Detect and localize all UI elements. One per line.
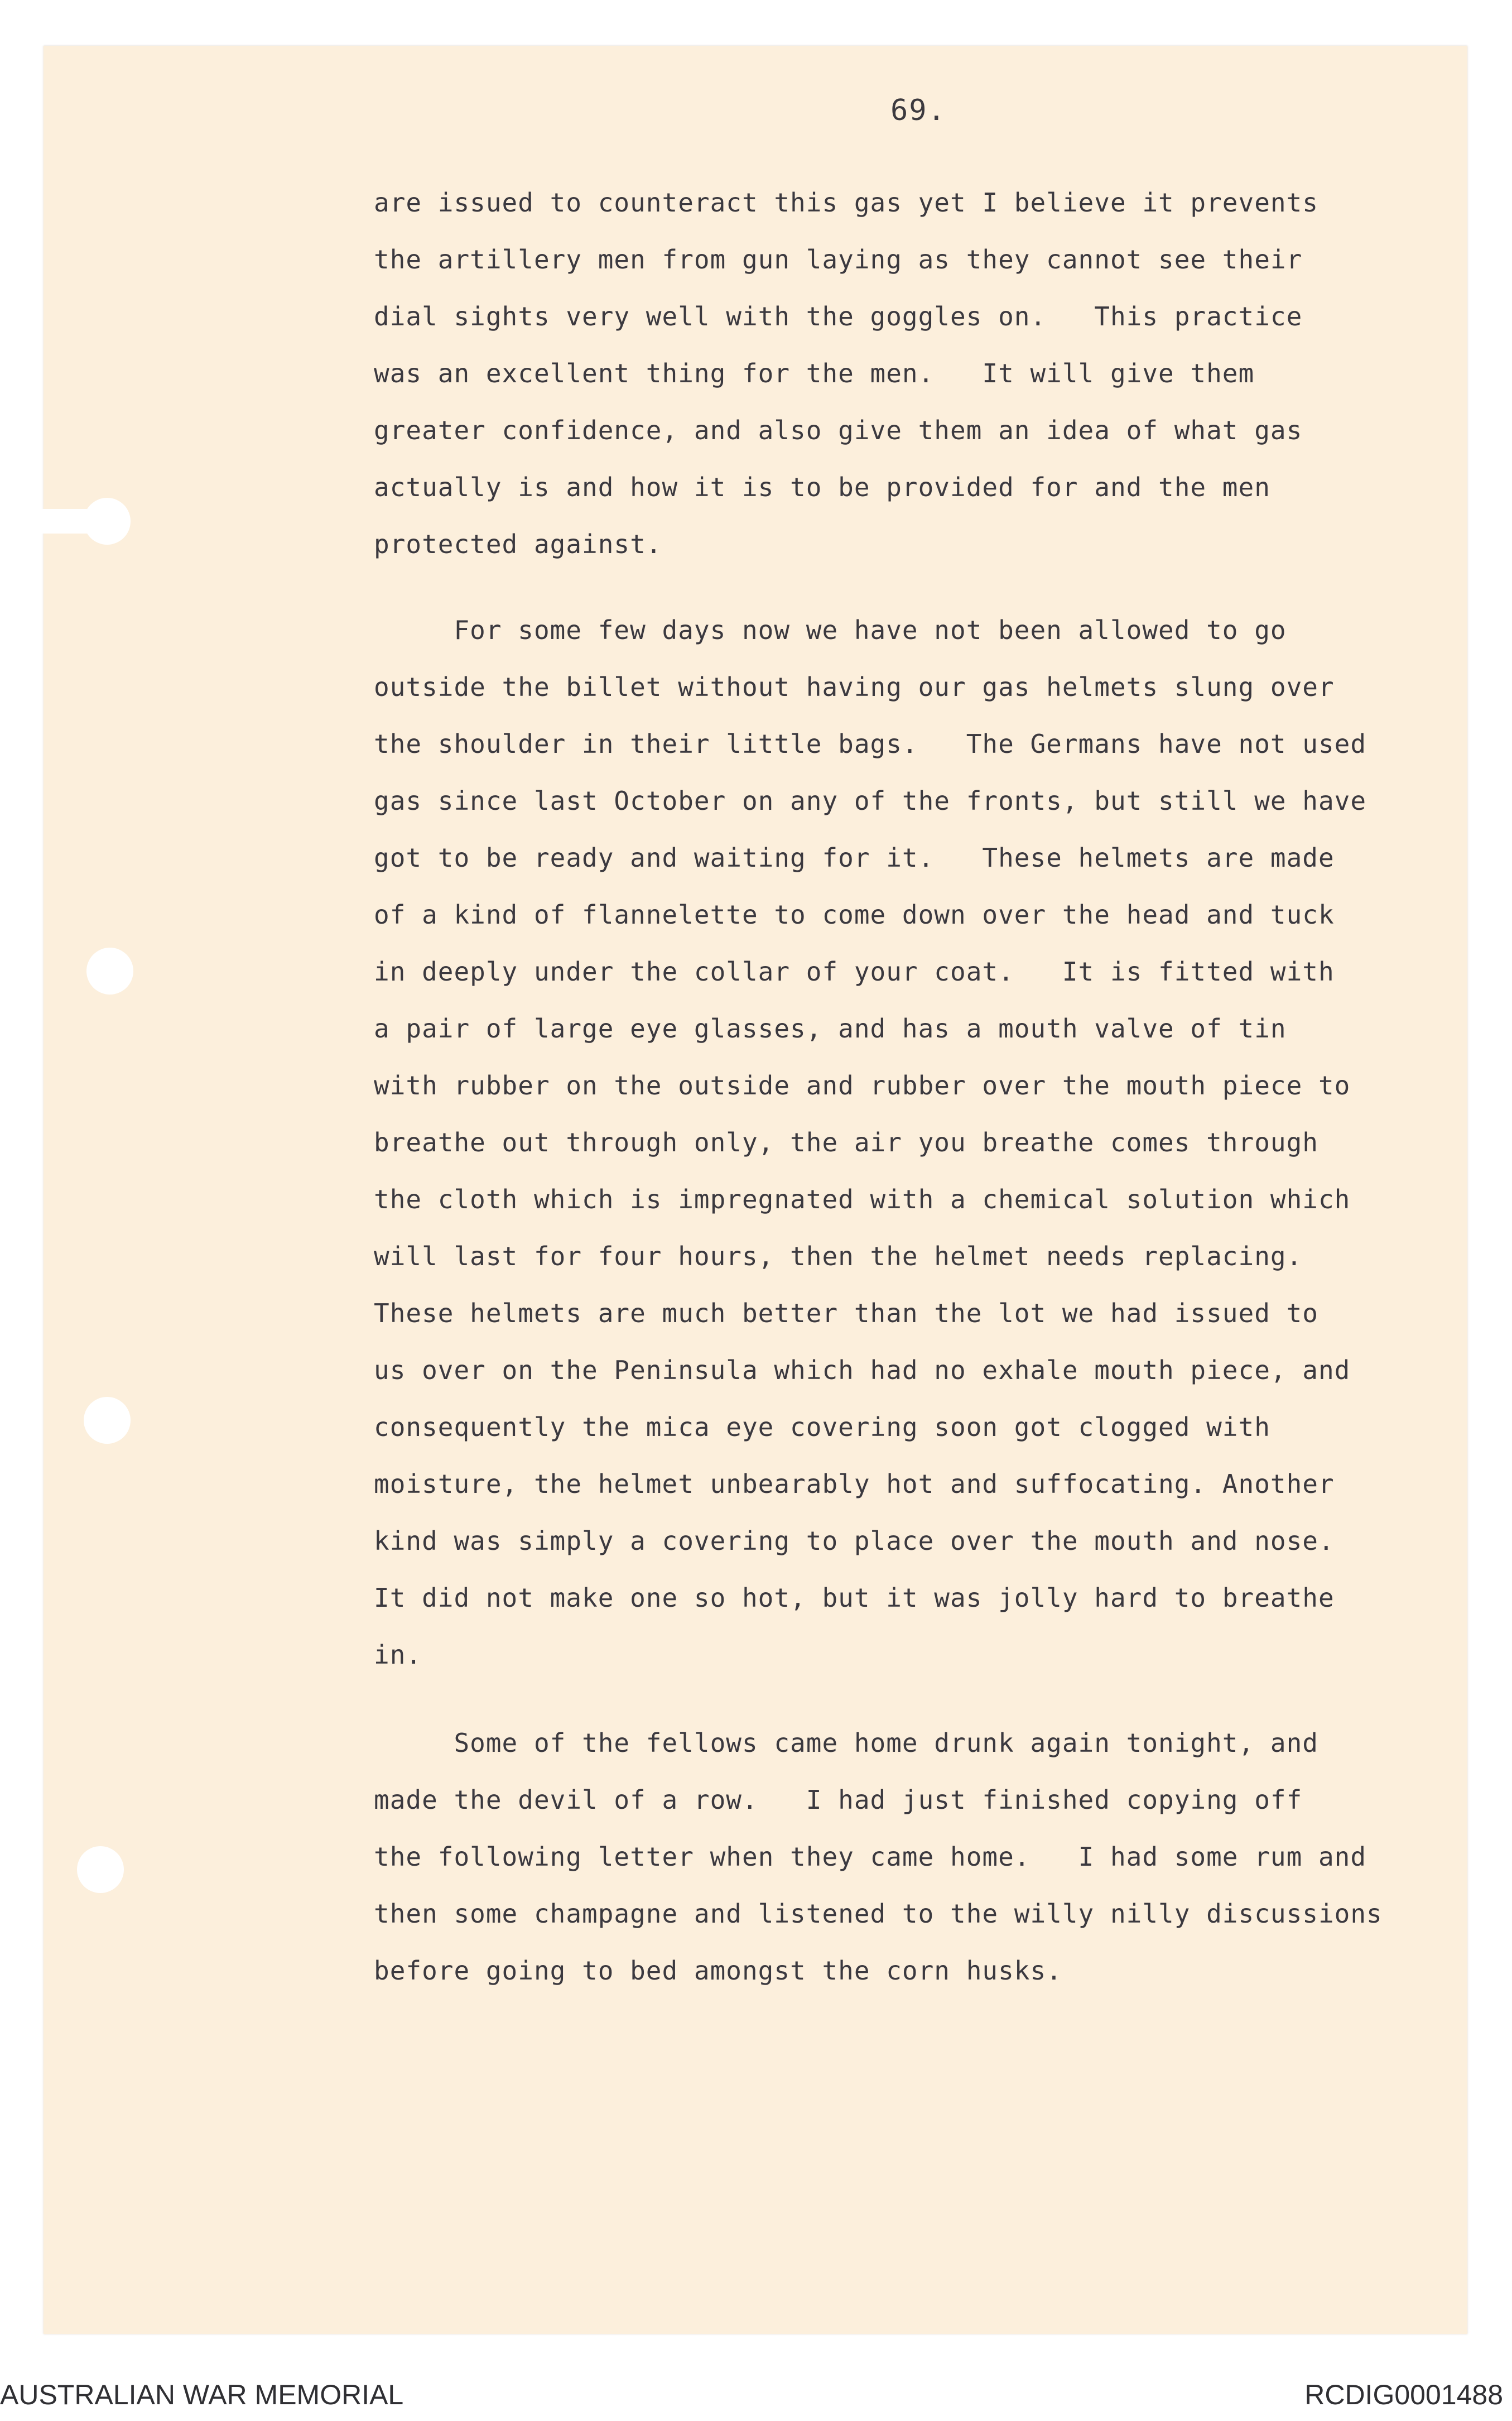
text-line: a pair of large eye glasses, and has a mouth valve of tin — [374, 1013, 1287, 1044]
page-number: 69. — [890, 94, 946, 127]
text-line: protected against. — [374, 529, 662, 559]
text-line: For some few days now we have not been allowed to go — [374, 615, 1287, 645]
text-line: greater confidence, and also give them an idea of what gas — [374, 415, 1303, 445]
text-line: will last for four hours, then the helmet needs replacing. — [374, 1241, 1303, 1271]
text-line: are issued to counteract this gas yet I believe it prevents — [374, 188, 1318, 218]
text-line: in deeply under the collar of your coat. It is fitted with — [374, 957, 1335, 987]
punch-hole — [84, 1397, 131, 1444]
punch-hole — [77, 1846, 124, 1893]
text-line: then some champagne and listened to the willy nilly discussions — [374, 1899, 1383, 1929]
text-line: the cloth which is impregnated with a chemical solution which — [374, 1184, 1351, 1214]
text-line: dial sights very well with the goggles on. This practice — [374, 301, 1303, 332]
paragraph-evening — [374, 1714, 1467, 1999]
text-line: breathe out through only, the air you breathe comes through — [374, 1127, 1318, 1157]
paragraph-gas-goggles — [374, 174, 1467, 573]
text-line: in. — [374, 1640, 422, 1670]
text-line: got to be ready and waiting for it. These helmets are made — [374, 843, 1335, 873]
text-line: us over on the Peninsula which had no exhale mouth piece, and — [374, 1355, 1351, 1385]
text-line: These helmets are much better than the lot we had issued to — [374, 1298, 1318, 1328]
text-line: before going to bed amongst the corn husks. — [374, 1956, 1062, 1986]
punch-hole — [84, 498, 131, 545]
text-line: the artillery men from gun laying as they cannot see their — [374, 244, 1303, 275]
text-line: of a kind of flannelette to come down over the head and tuck — [374, 900, 1335, 930]
punch-hole — [86, 948, 133, 995]
text-line: Some of the fellows came home drunk again tonight, and — [374, 1728, 1318, 1758]
text-line: the shoulder in their little bags. The Germans have not used — [374, 729, 1367, 759]
text-line: outside the billet without having our gas helmets slung over — [374, 672, 1335, 702]
catalogue-id: RCDIG0001488 — [1304, 2379, 1503, 2410]
text-line: with rubber on the outside and rubber over the mouth piece to — [374, 1070, 1351, 1101]
text-line: the following letter when they came home. I had some rum and — [374, 1842, 1367, 1872]
text-line: was an excellent thing for the men. It will give them — [374, 358, 1255, 388]
text-line: gas since last October on any of the fronts, but still we have — [374, 786, 1367, 816]
paragraph-gas-helmets — [374, 602, 1467, 1683]
text-line: kind was simply a covering to place over the mouth and nose. — [374, 1526, 1335, 1556]
text-line: It did not make one so hot, but it was jolly hard to breathe — [374, 1583, 1335, 1613]
text-line: consequently the mica eye covering soon got clogged with — [374, 1412, 1270, 1442]
text-line: actually is and how it is to be provided for and the men — [374, 472, 1270, 502]
text-line: moisture, the helmet unbearably hot and suffocating. Another — [374, 1469, 1335, 1499]
text-line: made the devil of a row. I had just finished copying off — [374, 1785, 1303, 1815]
institution-credit: AUSTRALIAN WAR MEMORIAL — [0, 2379, 404, 2410]
